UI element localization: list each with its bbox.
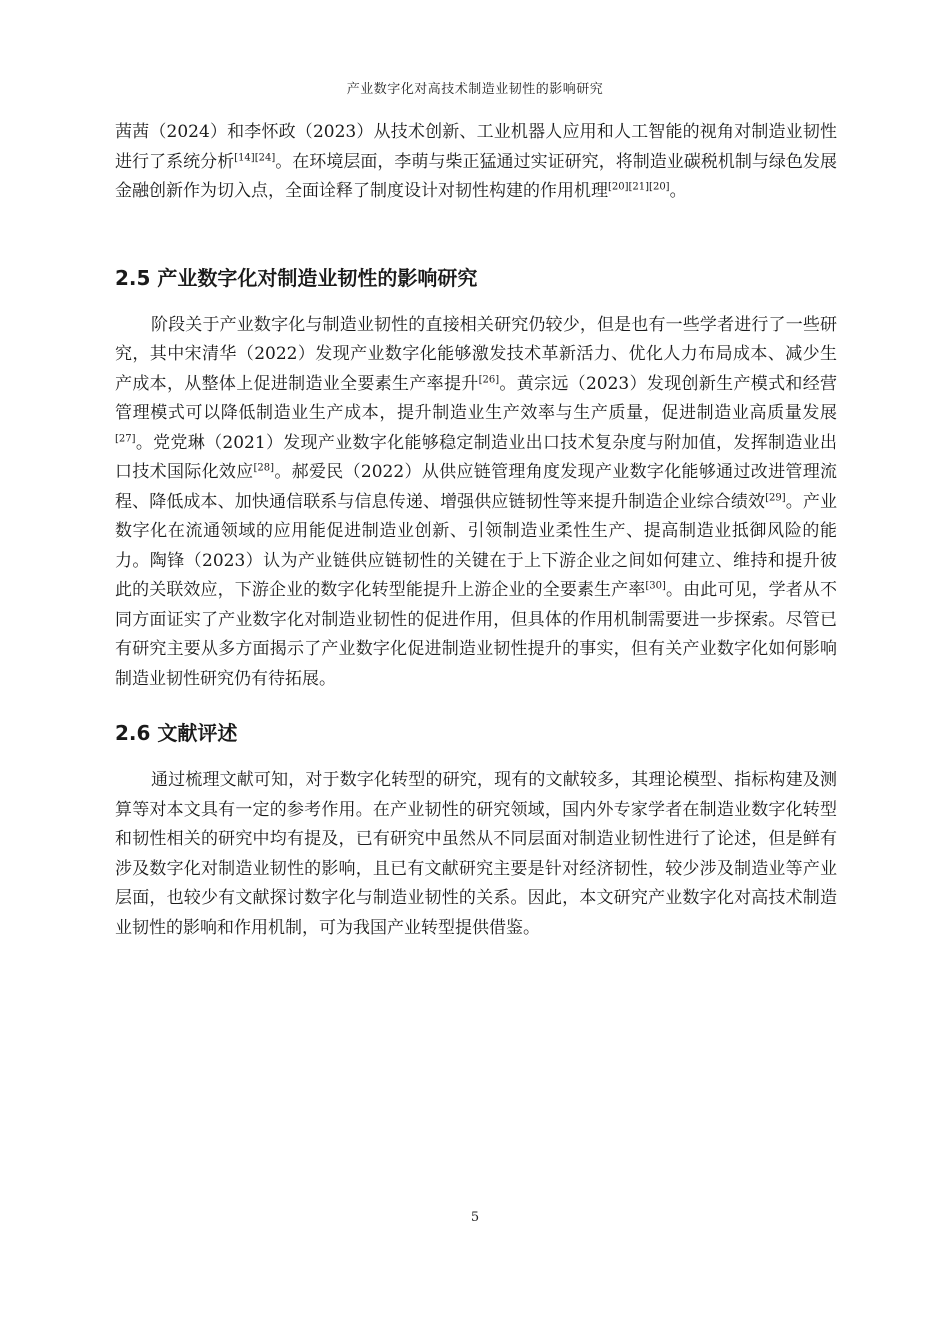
paragraph-2-5 [115, 311, 837, 695]
paragraph-text: 。 [669, 181, 687, 201]
citation: [20][21][20] [608, 181, 670, 193]
citation: [28] [253, 462, 275, 474]
paragraph-text: 阶段关于产业数字化与制造业韧性的直接相关研究仍较少，但是也有一些学者进行了一些研究，其中宋清华（2022）发现产业数字化能够激发技术革新活力、优化人力布局成本、减少生产成本，从整体上促进制造业全要素生产率提升 [115, 314, 837, 394]
paragraph-text: 。黄宗远（2023）发现创新生产模式和经营管理模式可以降低制造业生产成本，提升制造业生产效率与生产质量，促进制造业高质量发展 [115, 373, 838, 423]
citation: [14][24] [234, 151, 276, 163]
page-content [115, 118, 837, 943]
page-number: 5 [470, 1210, 480, 1225]
paragraph-text: 茜茜（2024）和李怀政（2023）从技术创新、工业机器人应用和人工智能的视角对制造业韧性进行了系统分析 [115, 122, 837, 172]
paragraph-text: 。产业数字化在流通领域的应用能促进制造业创新、引领制造业柔性生产、提高制造业抵御风险的能力。陶锋（2023）认为产业链供应链韧性的关键在于上下游企业之间如何建立、维持和提升彼此的关联效应，下游企业的数字化转型能提升上游企业的全要素生产率 [115, 491, 837, 600]
section-heading-2-5: 2.5 产业数字化对制造业韧性的影响研究 [115, 265, 478, 290]
citation: [30] [645, 580, 666, 592]
running-header: 产业数字化对高技术制造业韧性的影响研究 [346, 82, 604, 97]
section-heading-2-6: 2.6 文献评述 [115, 721, 238, 745]
citation: [26] [478, 373, 500, 385]
paragraph-2-6: 通过梳理文献可知，对于数字化转型的研究，现有的文献较多，其理论模型、指标构建及测算等对本文具有一定的参考作用。在产业韧性的研究领域，国内外专家学者在制造业数字化转型和韧性相关的研究中均有提及，已有研究中虽然从不同层面对制造业韧性进行了论述，但是鲜有涉及数字化对制造业韧性的影响，且已有文献研究主要是针对经济韧性，较少涉及制造业等产业层面，也较少有文献探讨数字化与制造业韧性的关系。因此，本文研究产业数字化对高技术制造业韧性的影响和作用机制，可为我国产业转型提供借鉴。 [115, 770, 837, 938]
paragraph-continued [115, 118, 837, 207]
citation: [29] [765, 491, 786, 503]
paragraph-text: 。郝爱民（2022）从供应链管理角度发现产业数字化能够通过改进管理流程、降低成本、加快通信联系与信息传递、增强供应链韧性等来提升制造企业综合绩效 [115, 462, 838, 512]
paragraph-text: 。党党琳（2021）发现产业数字化能够稳定制造业出口技术复杂度与附加值，发挥制造业出口技术国际化效应 [115, 432, 837, 482]
citation: [27] [115, 432, 136, 444]
paragraph-text: 。由此可见，学者从不同方面证实了产业数字化对制造业韧性的促进作用，但具体的作用机制需要进一步探索。尽管已有研究主要从多方面揭示了产业数字化促进制造业韧性提升的事实，但有关产业数字化如何影响制造业韧性研究仍有待拓展。 [115, 580, 838, 689]
paragraph-text: 。在环境层面，李萌与柴正猛通过实证研究，将制造业碳税机制与绿色发展金融创新作为切入点，全面诠释了制度设计对韧性构建的作用机理 [115, 151, 838, 201]
